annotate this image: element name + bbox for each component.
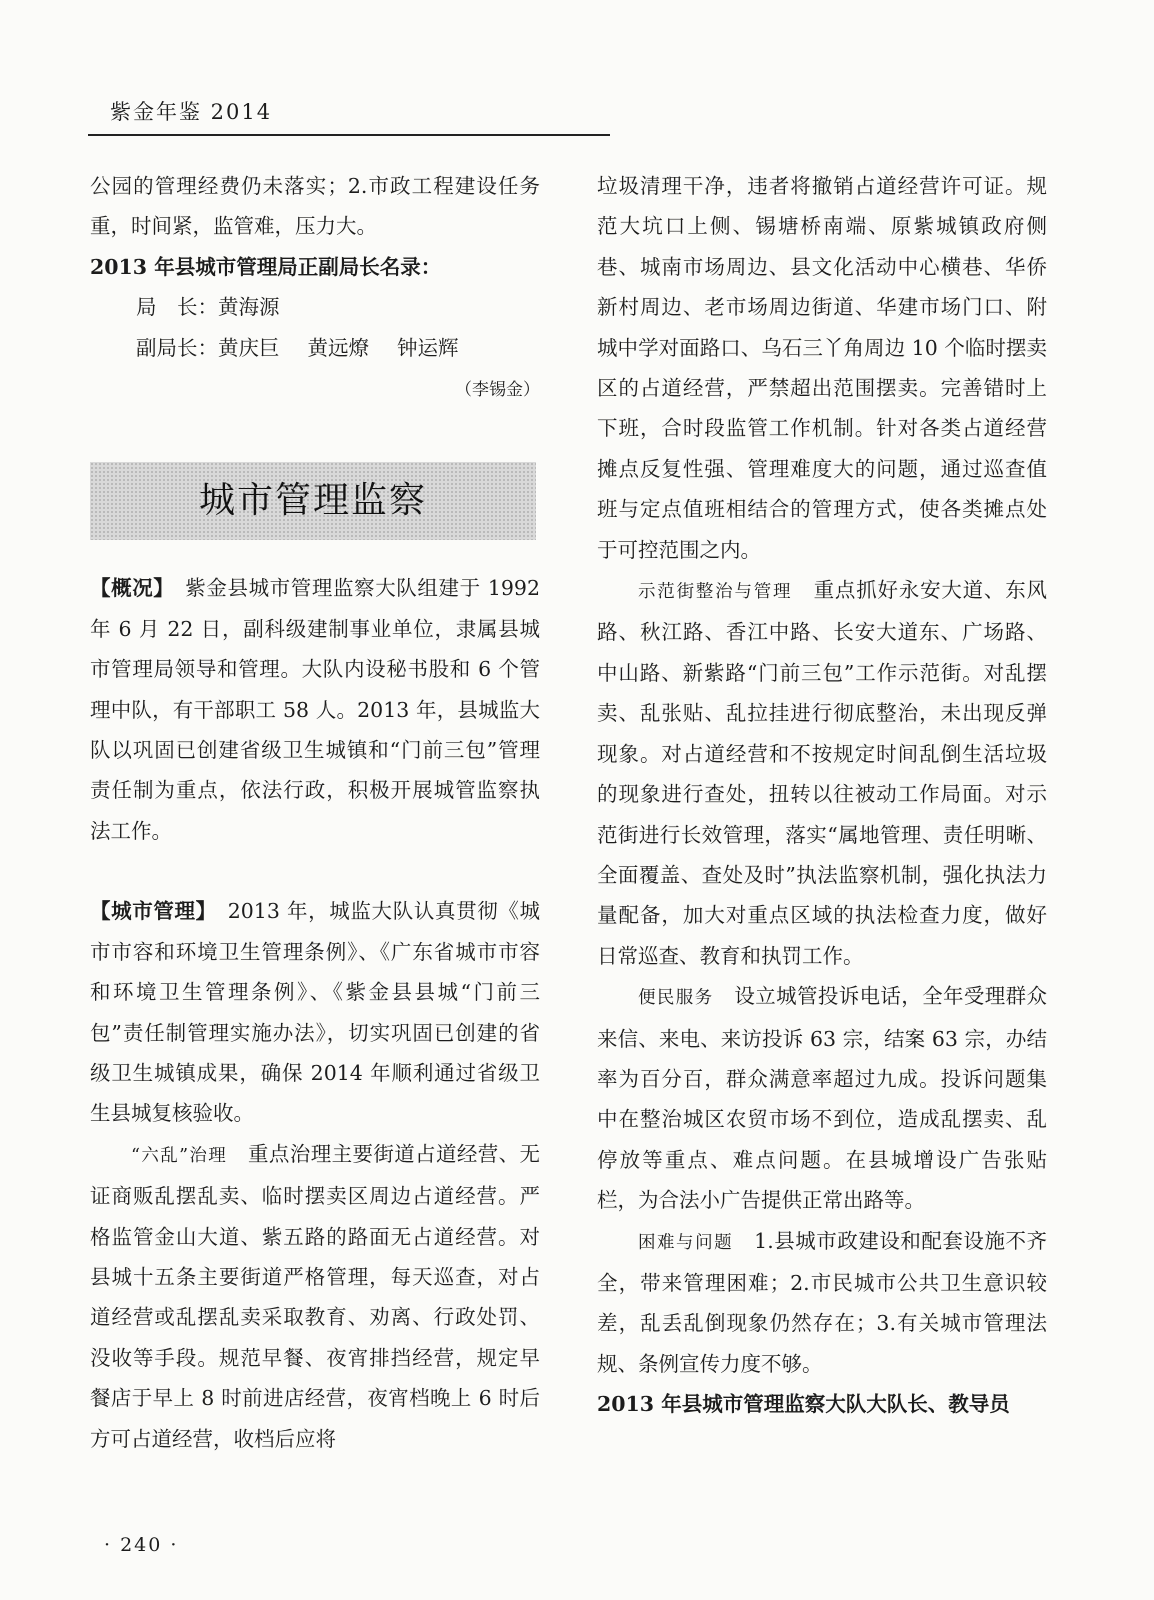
section-banner xyxy=(90,462,536,540)
header-rule xyxy=(88,134,610,136)
service-paragraph: 便民服务 设立城管投诉电话，全年受理群众来信、来电、来访投诉 63 宗，结案 63 宗，办结率为百分百，群众满意率超过九成。投诉问题集中在整治城区农贸市场不到位，造成乱摆卖、乱停放等重点、难点问题。在县城增设广告张贴栏，为合法小广告提供正常出路等。 xyxy=(597,984,1048,1213)
deputy-label: 副局长： xyxy=(136,335,218,360)
liuluan-paragraph: “六乱”治理 重点治理主要街道占道经营、无证商贩乱摆乱卖、临时摆卖区周边占道经营。严格监管金山大道、紫五路的路面无占道经营。对县城十五条主要街道严格管理，每天巡查，对占道经营或乱摆乱卖采取教育、劝离、行政处罚、没收等手段。规范早餐、夜宵排挡经营，规定早餐店于早上 8 时前进店经营，夜宵档晚上 6 时后方可占道经营，收档后应将 xyxy=(90,1141,540,1451)
right-column xyxy=(597,166,1047,1425)
section-title: 城市管理监察 xyxy=(198,480,427,522)
author-credit: （李锡金） xyxy=(455,380,540,401)
overview-paragraph: 【概况】 紫金县城市管理监察大队组建于 1992 年 6 月 22 日，副科级建制事业单位，隶属县城市管理局领导和管理。大队内设秘书股和 6 个管理中队，有干部职工 58 人。2013 年，县城监大队以巩固已创建省级卫生城镇和“门前三包”管理责任制为重点，依法行政，积极开展城管监察执法工作。 xyxy=(90,576,541,843)
demo-street-paragraph: 示范街整治与管理 重点抓好永安大道、东风路、秋江路、香江中路、长安大道东、广场路、中山路、新紫路“门前三包”工作示范街。对乱摆卖、乱张贴、乱拉挂进行彻底整治，未出现反弹现象。对占道经营和不按规定时间乱倒生活垃圾的现象进行查处，扭转以往被动工作局面。对示范街进行长效管理，落实“属地管理、责任明晰、全面覆盖、查处及时”执法监察机制，强化执法力量配备，加大对重点区域的执法检查力度，做好日常巡查、教育和执罚工作。 xyxy=(597,578,1048,968)
deputy-row xyxy=(90,328,540,368)
deputy-name: 黄庆巨 xyxy=(218,335,280,360)
left-column xyxy=(90,166,540,1459)
director-name: 黄海源 xyxy=(218,295,280,320)
demo-street-subheading: 示范街整治与管理 xyxy=(638,582,793,603)
overview-tag: 【概况】 xyxy=(90,576,165,601)
problems-subheading: 困难与问题 xyxy=(638,1232,734,1253)
director-label: 局 长： xyxy=(136,295,218,320)
leader-list-title: 2013 年县城市管理局正副局长名录： xyxy=(90,254,442,279)
deputy-name: 钟运辉 xyxy=(397,335,459,360)
liuluan-subheading: “六乱”治理 xyxy=(131,1145,228,1166)
problems-paragraph: 困难与问题 1.县城市政建设和配套设施不齐全，带来管理困难；2.市民城市公共卫生意识较差，乱丢乱倒现象仍然存在；3.有关城市管理法规、条例宣传力度不够。 xyxy=(597,1228,1048,1376)
service-subheading: 便民服务 xyxy=(638,988,714,1009)
running-header: 紫金年鉴 2014 xyxy=(110,100,273,124)
continued-paragraph: 公园的管理经费仍未落实；2.市政工程建设任务重，时间紧，监管难，压力大。 xyxy=(90,174,540,239)
city-management-paragraph: 【城市管理】 2013 年，城监大队认真贯彻《城市市容和环境卫生管理条例》、《广东省城市市容和环境卫生管理条例》、《紫金县县城“门前三包”责任制管理实施办法》，切实巩固已创建的省级卫生城镇成果，确保 2014 年顺利通过省级卫生县城复核验收。 xyxy=(90,899,541,1126)
continued-paragraph-right: 垃圾清理干净，违者将撤销占道经营许可证。规范大坑口上侧、锡塘桥南端、原紫城镇政府侧巷、城南市场周边、县文化活动中心横巷、华侨新村周边、老市场周边街道、华建市场门口、附城中学对面路口、乌石三丫角周边 10 个临时摆卖区的占道经营，严禁超出范围摆卖。完善错时上下班，合时段监管工作机制。针对各类占道经营摊点反复性强、管理难度大的问题，通过巡查值班与定点值班相结合的管理方式，使各类摊点处于可控范围之内。 xyxy=(597,174,1047,562)
page-number: · 240 · xyxy=(104,1534,179,1556)
leader-list-title-2: 2013 年县城市管理监察大队大队长、教导员 xyxy=(597,1392,1010,1417)
director-row xyxy=(90,287,540,327)
deputy-name: 黄远燎 xyxy=(307,335,369,360)
city-management-tag: 【城市管理】 xyxy=(90,899,207,924)
